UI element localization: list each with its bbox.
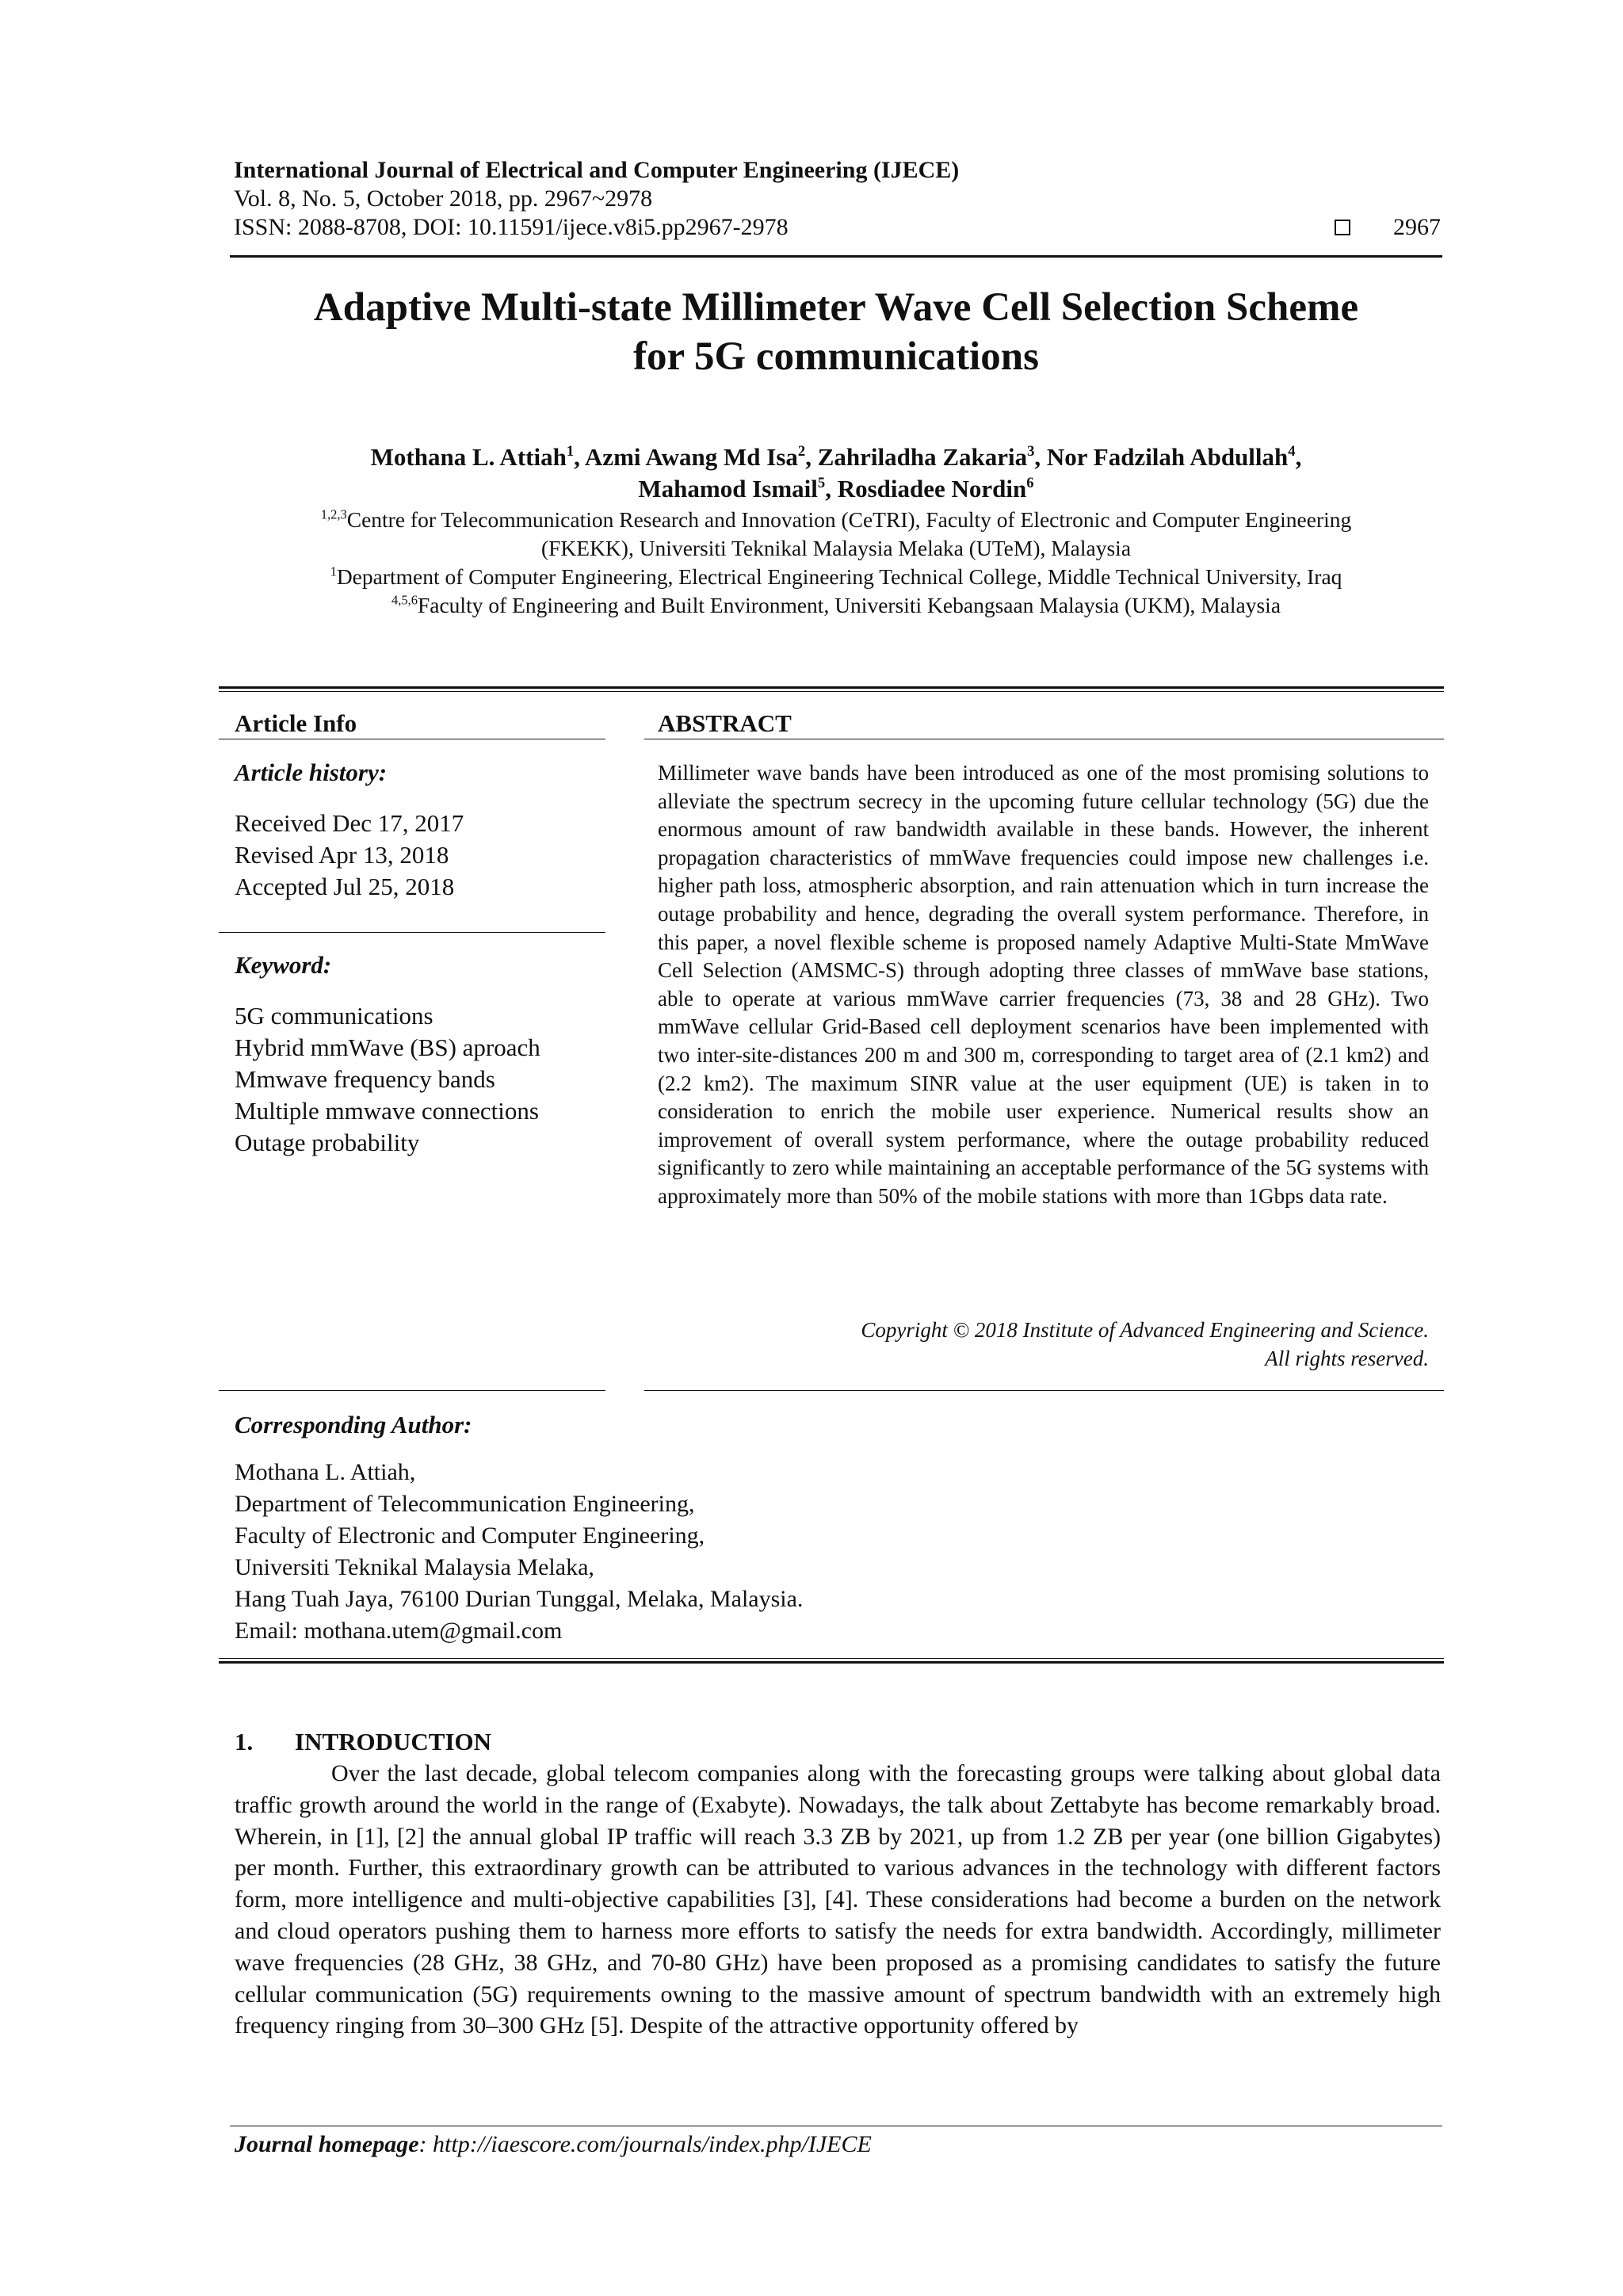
keyword-item: Multiple mmwave connections bbox=[235, 1097, 539, 1125]
author-list bbox=[230, 441, 1442, 505]
introduction-paragraph: Over the last decade, global telecom companies along with the forecasting groups were talking about global data traffic growth around the world in the range of (Exabyte). Nowadays, the talk about Zettabyte has become remarkably broad. Wherein, in [1], [2] the annual global IP traffic will reach 3.3 ZB by 2021, up from 1.2 ZB per year (one billion Gigabytes) per month. Further, this extraordinary growth can be attributed to various advances in the technology with different factors form, more intelligence and multi-objective capabilities [3], [4]. These considerations had become a burden on the network and cloud operators pushing them to harness more efforts to satisfy the needs for extra bandwidth. Accordingly, millimeter wave frequencies (28 GHz, 38 GHz, and 70-80 GHz) have been proposed as a promising candidates to satisfy the future cellular communication (5G) requirements owning to the massive amount of spectrum bandwidth with an extremely high frequency ringing from 30–300 GHz [5]. Despite of the attractive opportunity offered by bbox=[235, 1760, 1441, 2039]
header-page-info bbox=[1316, 214, 1441, 241]
affiliation-text: Centre for Telecommunication Research and Innovation (CeTRI), Faculty of Electronic and Computer Engineering bbox=[346, 507, 1352, 532]
abstract-heading: ABSTRACT bbox=[658, 709, 792, 737]
abstract-text: Millimeter wave bands have been introduced as one of the most promising solutions to alleviate the spectrum secrecy in the upcoming future cellular technology (5G) due the enormous amount of raw bandwidth available in these bands. However, the inherent propagation characteristics of mmWave frequencies could impose new challenges i.e. higher path loss, atmospheric absorption, and rain attenuation which in turn increase the outage probability and hence, degrading the overall system performance. Therefore, in this paper, a novel flexible scheme is proposed namely Adaptive Multi-State MmWave Cell Selection (AMSMC-S) through adopting three classes of mmWave base stations, able to operate at various mmWave carrier frequencies (73, 38 and 28 GHz). Two mmWave cellular Grid-Based cell deployment scenarios have been implemented with two inter-site-distances 200 m and 300 m, corresponding to target area of (2.1 km2) and (2.2 km2). The maximum SINR value at the user equipment (UE) is taken in to consideration to enrich the mobile user experience. Numerical results show an improvement of overall system performance, where the outage probability reduced significantly to zero while maintaining an acceptable performance of the 5G systems with approximately more than 50% of the mobile stations with more than 1Gbps data rate. bbox=[658, 761, 1429, 1208]
corresponding-author-faculty: Faculty of Electronic and Computer Engineering, bbox=[235, 1522, 705, 1549]
square-box-icon bbox=[1335, 220, 1350, 235]
corresponding-author-address: Hang Tuah Jaya, 76100 Durian Tunggal, Melaka, Malaysia. bbox=[235, 1586, 804, 1612]
section-title: INTRODUCTION bbox=[295, 1728, 492, 1755]
affiliation-list bbox=[214, 506, 1458, 620]
affiliation-mark: 1,2,3 bbox=[320, 506, 347, 522]
affiliation-mark: 4,5,6 bbox=[391, 592, 418, 608]
affiliation-line bbox=[214, 506, 1458, 534]
author-affiliation-mark: 3 bbox=[1027, 442, 1035, 460]
affiliation-text: Faculty of Engineering and Built Environment, Universiti Kebangsaan Malaysia (UKM), Malaysia bbox=[417, 593, 1281, 617]
journal-issn-doi: ISSN: 2088-8708, DOI: 10.11591/ijece.v8i5.pp2967-2978 bbox=[234, 214, 789, 240]
keyword-list bbox=[235, 1000, 540, 1159]
author-name: Rosdiadee Nordin bbox=[837, 475, 1027, 502]
rights-line: All rights reserved. bbox=[1265, 1347, 1429, 1370]
homepage-colon: : bbox=[418, 2131, 433, 2157]
header-divider bbox=[230, 255, 1442, 258]
author-affiliation-mark: 1 bbox=[566, 442, 575, 460]
journal-homepage-footer bbox=[235, 2131, 872, 2158]
paper-title-line-2: for 5G communications bbox=[633, 334, 1039, 379]
article-history-list bbox=[235, 808, 464, 903]
copyright-notice bbox=[658, 1316, 1429, 1373]
history-received: Received Dec 17, 2017 bbox=[235, 809, 464, 837]
introduction-heading bbox=[235, 1728, 491, 1756]
author-line-2: Mahamod Ismail$^5$, Rosdiadee Nordin$^6$ bbox=[638, 474, 1034, 502]
article-info-closing-rule bbox=[219, 1658, 1444, 1664]
corresponding-author-name: Mothana L. Attiah, bbox=[235, 1459, 416, 1485]
article-info-top-rule bbox=[219, 686, 1444, 692]
author-affiliation-mark: 4 bbox=[1288, 442, 1296, 460]
history-revised: Revised Apr 13, 2018 bbox=[235, 841, 449, 869]
section-number: 1. bbox=[235, 1728, 254, 1755]
keyword-label: Keyword: bbox=[235, 951, 332, 979]
article-info-bottom-rule bbox=[219, 1390, 605, 1391]
author-name: Mahamod Ismail bbox=[638, 475, 818, 502]
corresponding-author-email: Email: mothana.utem@gmail.com bbox=[235, 1618, 563, 1644]
author-name: Zahriladha Zakaria bbox=[817, 443, 1028, 471]
paper-title bbox=[230, 283, 1442, 381]
affiliation-line bbox=[214, 534, 1458, 563]
corresponding-author-department: Department of Telecommunication Engineering, bbox=[235, 1491, 695, 1517]
copyright-line: Copyright © 2018 Institute of Advanced Engineering and Science. bbox=[861, 1318, 1429, 1342]
author-affiliation-mark: 6 bbox=[1026, 474, 1034, 491]
history-accepted: Accepted Jul 25, 2018 bbox=[235, 873, 455, 900]
affiliation-text: (FKEKK), Universiti Teknikal Malaysia Melaka (UTeM), Malaysia bbox=[540, 536, 1132, 560]
affiliation-line bbox=[214, 591, 1458, 620]
author-affiliation-mark: 2 bbox=[797, 442, 806, 460]
keyword-item: Outage probability bbox=[235, 1129, 420, 1156]
article-history-label: Article history: bbox=[235, 758, 388, 786]
author-name: Azmi Awang Md Isa bbox=[584, 443, 798, 471]
keyword-item: 5G communications bbox=[235, 1002, 433, 1030]
affiliation-line bbox=[214, 563, 1458, 591]
corresponding-author-label: Corresponding Author: bbox=[235, 1411, 472, 1438]
homepage-url[interactable]: http://iaescore.com/journals/index.php/IJECE bbox=[433, 2131, 872, 2157]
affiliation-text: Department of Computer Engineering, Electrical Engineering Technical College, Middle Technical University, Iraq bbox=[336, 564, 1342, 589]
article-info-mid-rule bbox=[219, 932, 605, 933]
author-name: Nor Fadzilah Abdullah bbox=[1046, 443, 1289, 471]
corresponding-author-details bbox=[235, 1457, 803, 1647]
homepage-label: Journal homepage bbox=[235, 2131, 419, 2157]
article-info-heading: Article Info bbox=[235, 709, 357, 737]
author-affiliation-mark: 5 bbox=[817, 474, 826, 491]
paper-title-line-1: Adaptive Multi-state Millimeter Wave Cell Selection Scheme bbox=[313, 285, 1359, 330]
page-number: 2967 bbox=[1393, 214, 1441, 240]
affiliation-mark: 1 bbox=[330, 563, 337, 579]
keyword-item: Hybrid mmWave (BS) aproach bbox=[235, 1033, 540, 1061]
abstract-bottom-rule bbox=[644, 1390, 1444, 1391]
introduction-body bbox=[235, 1758, 1441, 2042]
keyword-item: Mmwave frequency bands bbox=[235, 1065, 495, 1093]
author-name: Mothana L. Attiah bbox=[370, 443, 567, 471]
author-line-1: Mothana L. Attiah$^1$, Azmi Awang Md Isa$^2$, Zahriladha Zakaria$^3$, Nor Fadzilah Abdullah$^4$, bbox=[370, 442, 1302, 471]
journal-name: International Journal of Electrical and Computer Engineering (IJECE) bbox=[234, 157, 960, 183]
corresponding-author-university: Universiti Teknikal Malaysia Melaka, bbox=[235, 1554, 594, 1580]
journal-volume: Vol. 8, No. 5, October 2018, pp. 2967~2978 bbox=[234, 185, 653, 212]
